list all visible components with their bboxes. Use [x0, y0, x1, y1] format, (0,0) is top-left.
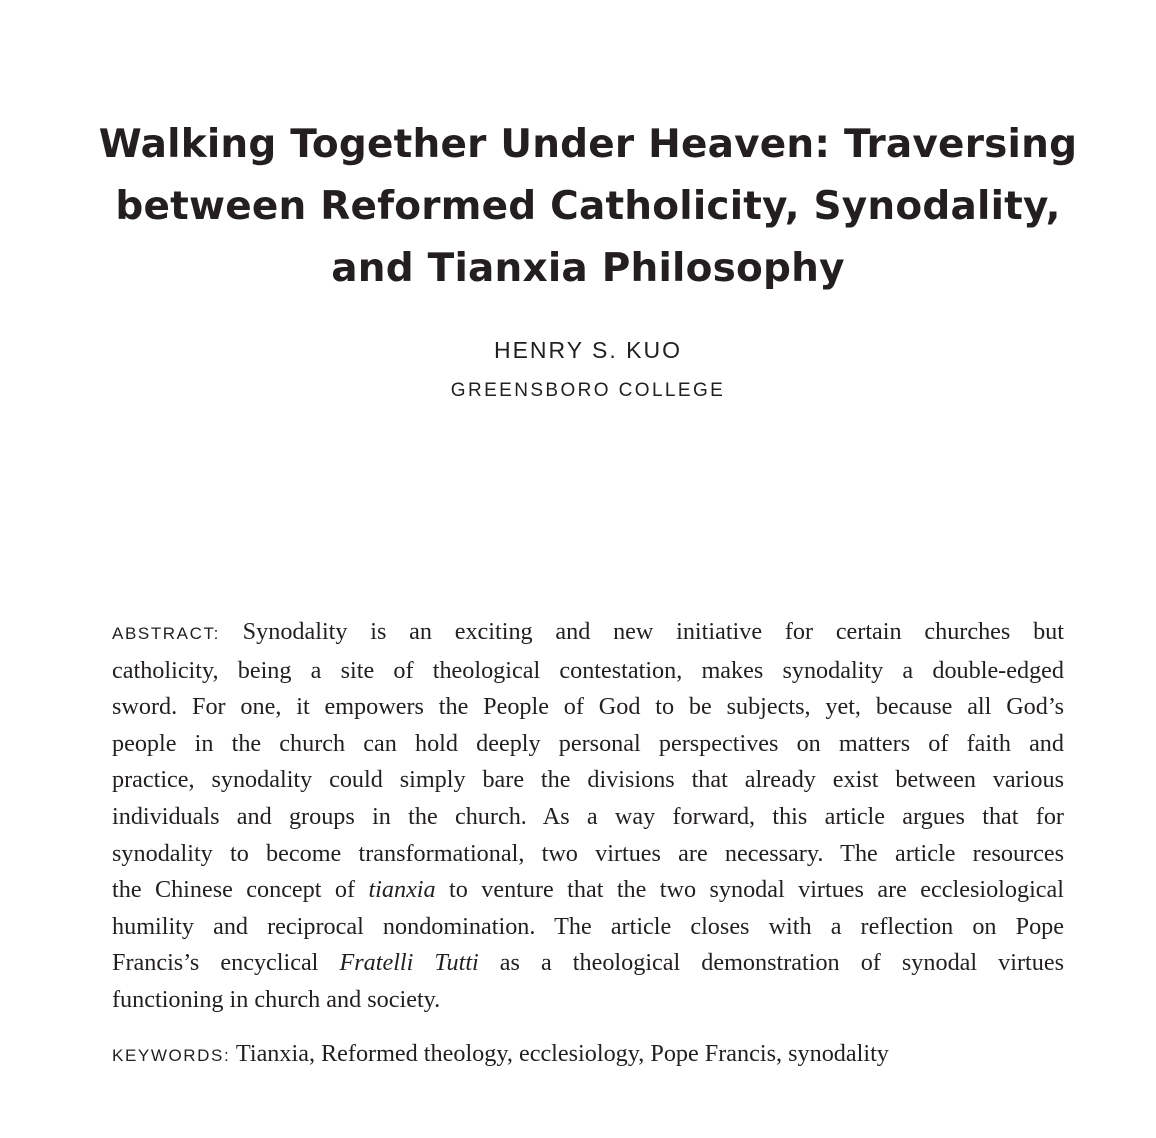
abstract-line: humility and reciprocal nondomination. The article closes with a reflection on Pope — [112, 912, 1064, 940]
abstract-italic-term: Fratelli Tutti — [339, 949, 479, 977]
article-title — [60, 114, 1116, 300]
keywords-label: KEYWORDS: — [112, 1046, 231, 1065]
abstract-text: as a theological demonstration of synodal virtues — [478, 949, 1064, 977]
abstract-line: synodality to become transformational, two virtues are necessary. The article resources — [112, 839, 1064, 867]
abstract-line — [112, 945, 1064, 982]
abstract-line: functioning in church and society. — [112, 985, 441, 1013]
abstract-line: practice, synodality could simply bare the divisions that already exist between various — [112, 766, 1064, 794]
author-affiliation: GREENSBORO COLLEGE — [450, 380, 726, 401]
abstract-italic-term: tianxia — [368, 876, 436, 904]
abstract-line: individuals and groups in the church. As a way forward, this article argues that for — [112, 802, 1064, 830]
abstract-line: people in the church can hold deeply personal perspectives on matters of faith and — [112, 729, 1064, 757]
abstract — [112, 614, 1064, 1019]
abstract-text: the Chinese concept of — [112, 876, 369, 904]
abstract-text: to venture that the two synodal virtues are ecclesiological — [435, 876, 1064, 904]
title-line: and Tianxia Philosophy — [331, 246, 845, 291]
abstract-text: Synodality is an exciting and new initiative for certain churches but — [219, 618, 1064, 645]
abstract-line: catholicity, being a site of theological contestation, makes synodality a double-edged — [112, 656, 1064, 684]
abstract-text: Francis’s encyclical — [112, 949, 340, 977]
title-line: Walking Together Under Heaven: Traversing — [98, 122, 1078, 167]
title-line: between Reformed Catholicity, Synodality, — [115, 184, 1061, 229]
keywords-text: Tianxia, Reformed theology, ecclesiology, Pope Francis, synodality — [230, 1040, 889, 1067]
keywords — [112, 1036, 1064, 1074]
author-name: HENRY S. KUO — [493, 337, 683, 363]
abstract-label: ABSTRACT: — [112, 624, 220, 643]
abstract-line: sword. For one, it empowers the People of God to be subjects, yet, because all God’s — [112, 693, 1064, 721]
abstract-line — [112, 614, 1064, 653]
abstract-line — [112, 872, 1064, 909]
